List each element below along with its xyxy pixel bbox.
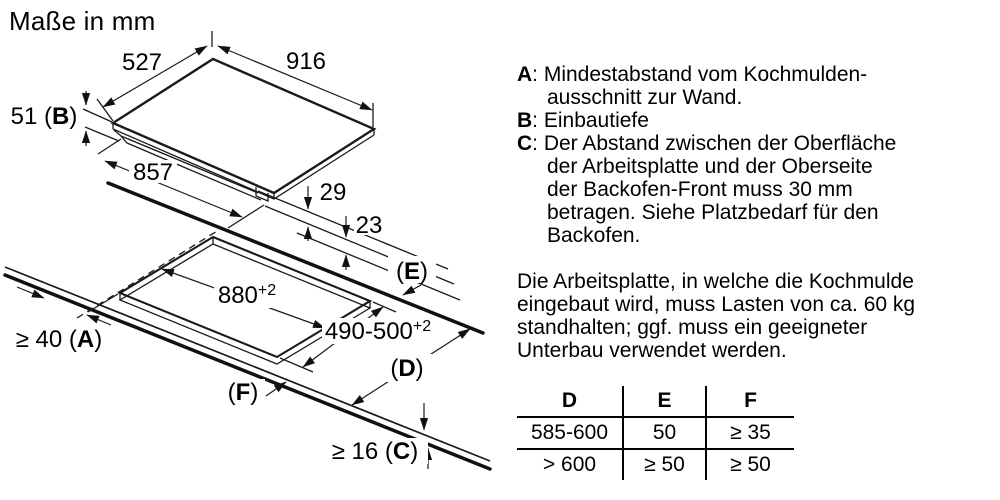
dim-wall-clearance: ≥ 40 (A) [15,326,103,353]
dim-23: 23 [355,212,383,239]
dim-490-500: $490-500^{+2}$ [324,318,432,345]
dim-527: 527 [121,49,163,76]
dim-29: 29 [319,179,347,206]
legend [517,63,896,247]
dim-880: $880^{+2}$ [217,282,277,309]
legend-item-c: C: Der Abstand zwischen der Oberfläche der Arbeitsplatte und der Oberseite der Backofen-Front muss 30 mm betragen. Siehe Platzbedarf für den Backofen. [517,132,897,247]
table-row: 585-600 50 ≥ 35 [517,417,794,449]
load-note: Die Arbeitsplatte, in welche die Kochmulde eingebaut wird, muss Lasten von ca. 60 kg standhalten; ggf. muss ein geeigneter Unterbau verwendet werden. [517,270,916,362]
label-d: (D) [390,355,424,382]
dim-916: 916 [285,48,327,75]
label-e: (E) [395,258,429,285]
table-header-row: D E F [517,386,794,417]
legend-item-a: A: Mindestabstand vom Kochmulden- ausschnitt zur Wand. [517,63,868,109]
label-f: (F) [227,379,259,406]
clearance-table [517,386,794,480]
page-title: Maße in mm [9,6,156,36]
dim-857: 857 [132,159,174,186]
dim-51b: 51 (B) [10,103,78,130]
table-row: > 600 ≥ 50 ≥ 50 [517,449,794,480]
dim-thickness: ≥ 16 (C) [331,438,419,465]
legend-item-b: B: Einbautiefe [517,109,649,132]
